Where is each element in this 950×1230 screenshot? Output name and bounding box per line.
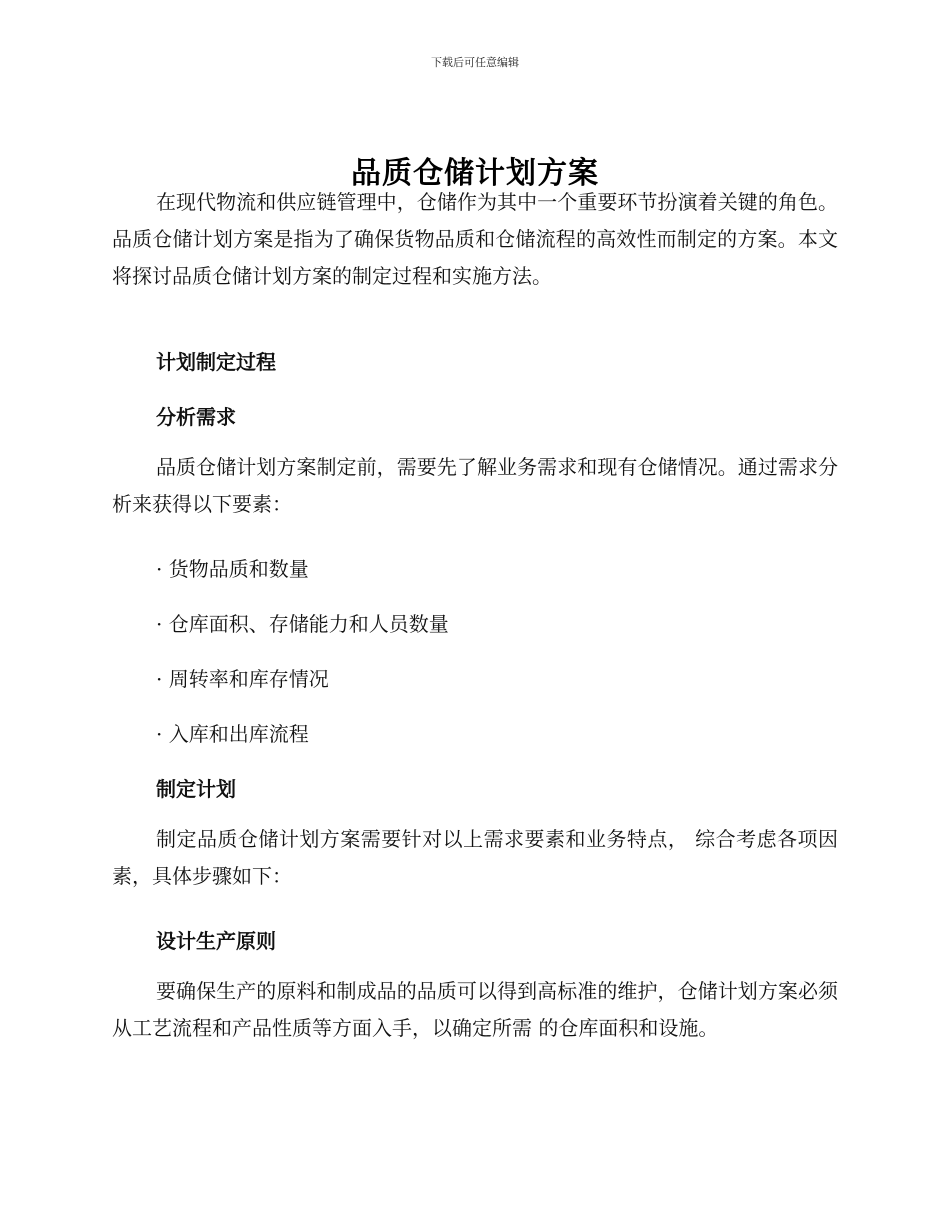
- subsection-heading-make-plan: 制定计划: [156, 777, 236, 801]
- bullet-item: · 入库和出库流程: [156, 722, 309, 746]
- running-header: 下载后可任意编辑: [431, 56, 519, 69]
- bullet-item: · 货物品质和数量: [156, 557, 309, 581]
- plan-paragraph: 制定品质仓储计划方案需要针对以上需求要素和业务特点， 综合考虑各项因素，具体步骤如下：: [112, 827, 838, 888]
- subsection-heading-design-principles: 设计生产原则: [156, 929, 276, 953]
- bullet-item: · 周转率和库存情况: [156, 667, 329, 691]
- document-title: 品质仓储计划方案: [351, 156, 599, 191]
- bullet-item: · 仓库面积、存储能力和人员数量: [156, 612, 449, 636]
- analysis-paragraph: 品质仓储计划方案制定前，需要先了解业务需求和现有仓储情况。通过需求分析来获得以下要素：: [112, 455, 838, 516]
- intro-paragraph: 在现代物流和供应链管理中，仓储作为其中一个重要环节扮演着关键的角色。品质仓储计划方案是指为了确保货物品质和仓储流程的高效性而制定的方案。本文将探讨品质仓储计划方案的制定过程和实施方法。: [112, 190, 838, 288]
- section-heading-plan-process: 计划制定过程: [156, 350, 276, 374]
- design-paragraph: 要确保生产的原料和制成品的品质可以得到高标准的维护，仓储计划方案必须从工艺流程和产品性质等方面入手，以确定所需 的仓库面积和设施。: [112, 979, 838, 1040]
- subsection-heading-analyze-needs: 分析需求: [156, 405, 236, 429]
